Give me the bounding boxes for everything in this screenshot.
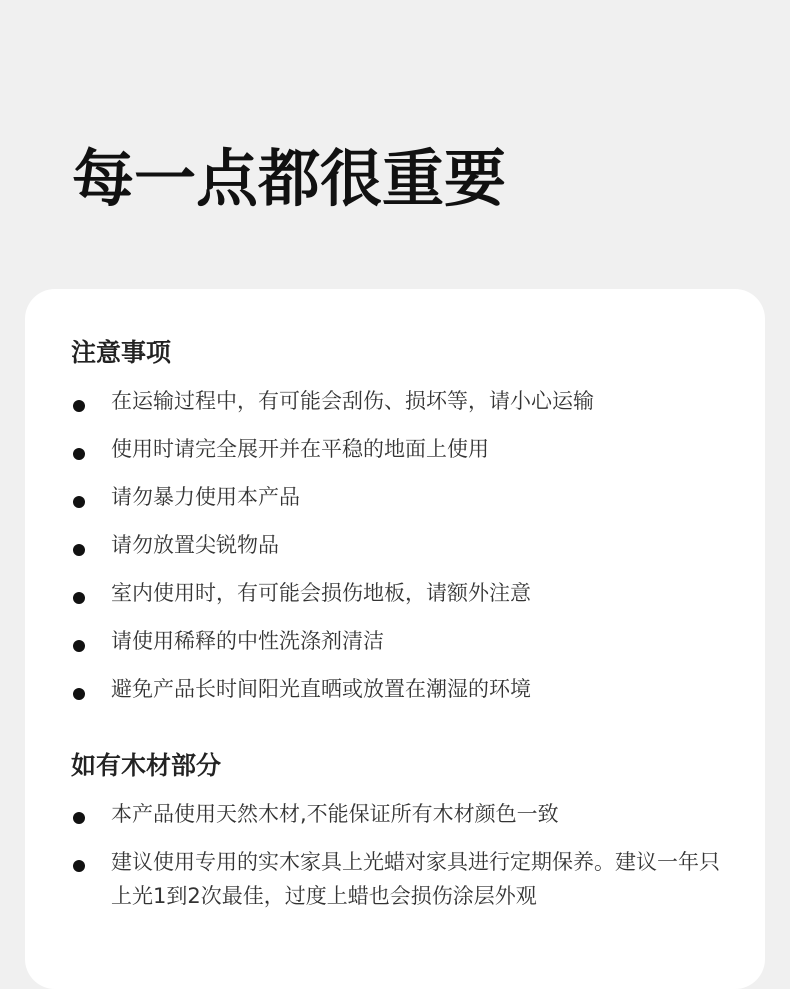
info-card	[25, 289, 765, 989]
precaution-item: 在运输过程中，有可能会刮伤、损坏等，请小心运输	[71, 385, 735, 433]
precaution-item: 请勿放置尖锐物品	[71, 529, 735, 577]
wood-item: 本产品使用天然木材,不能保证所有木材颜色一致	[71, 797, 735, 831]
precautions-section	[71, 336, 735, 721]
precaution-item: 请勿暴力使用本产品	[71, 481, 735, 529]
precaution-item: 避免产品长时间阳光直晒或放置在潮湿的环境	[71, 673, 735, 721]
precautions-list	[71, 385, 735, 721]
precautions-heading: 注意事项	[71, 338, 172, 367]
wood-heading: 如有木材部分	[71, 751, 222, 780]
precaution-item: 室内使用时，有可能会损伤地板，请额外注意	[71, 577, 735, 625]
page-title: 每一点都很重要	[72, 142, 507, 215]
precaution-item: 请使用稀释的中性洗涤剂清洁	[71, 625, 735, 673]
wood-list	[71, 797, 735, 913]
precaution-item: 使用时请完全展开并在平稳的地面上使用	[71, 433, 735, 481]
wood-section	[71, 749, 735, 927]
wood-item: 建议使用专用的实木家具上光蜡对家具进行定期保养。建议一年只上光1到2次最佳，过度上蜡也会损伤涂层外观	[71, 845, 735, 913]
